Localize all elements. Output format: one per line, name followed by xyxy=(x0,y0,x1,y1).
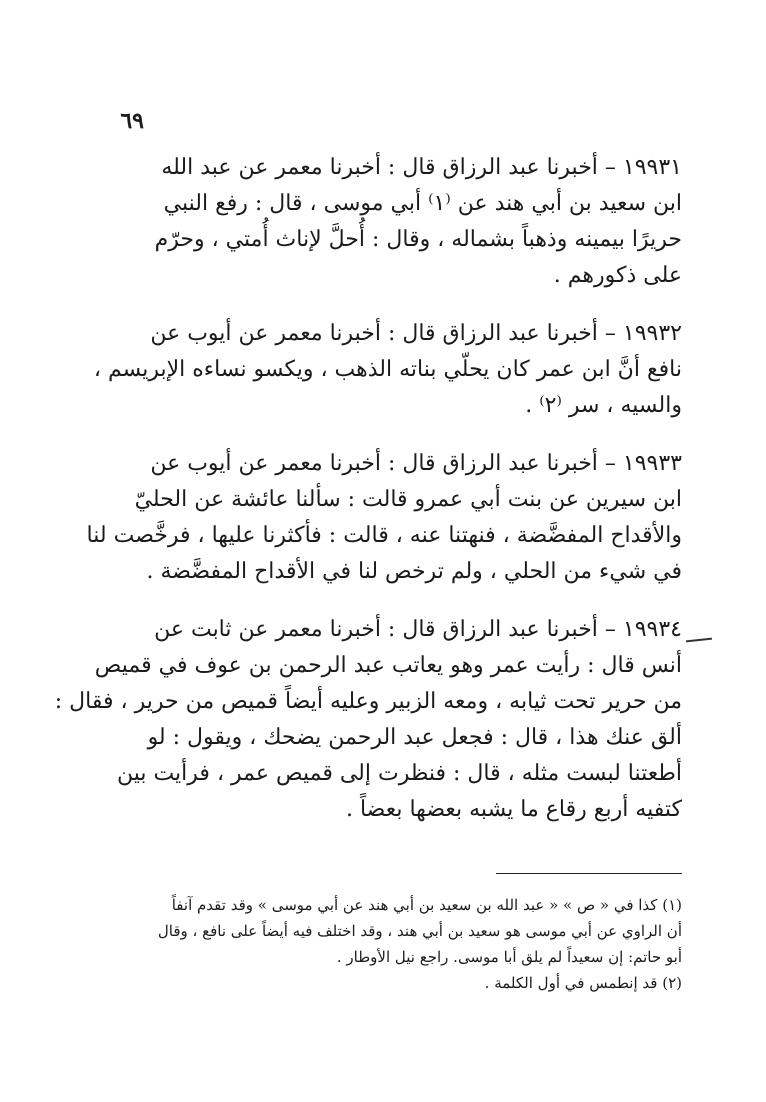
hadith-line: من حرير تحت ثيابه ، ومعه الزبير وعليه أيضاً قميص من حرير ، فقال : xyxy=(54,689,682,714)
footnote-line: (٢) قد إنطمس في أول الكلمة . xyxy=(484,974,682,992)
hadith-line: كتفيه أربع رقاع ما يشبه بعضها بعضاً . xyxy=(345,797,682,822)
main-text xyxy=(54,150,682,850)
footnotes xyxy=(122,892,682,996)
hadith-19934 xyxy=(54,612,682,828)
hadith-line: ١٩٩٣١ – أخبرنا عبد الرزاق قال : أخبرنا معمر عن عبد الله xyxy=(161,155,682,180)
hadith-19932 xyxy=(93,316,682,424)
page-number: ٦٩ xyxy=(120,108,144,134)
footnote-divider xyxy=(496,873,682,874)
hadith-19931 xyxy=(122,150,682,294)
hadith-line: نافع أنَّ ابن عمر كان يحلّي بناته الذهب ، ويكسو نساءه الإبريسم ، xyxy=(93,357,682,382)
footnote-line: (١) كذا في « ص » « عبد الله بن سعيد بن أبي هند عن أبي موسى » وقد تقدم آنفاً xyxy=(171,896,682,914)
hadith-line: حريرًا بيمينه وذهباً بشماله ، وقال : أُحلَّ لإناث أُمتي ، وحرّم xyxy=(154,227,682,252)
hadith-19933 xyxy=(86,446,682,590)
hadith-line: أطعتنا لبست مثله ، قال : فنظرت إلى قميص عمر ، فرأيت بين xyxy=(116,761,682,786)
hadith-line: ابن سعيد بن أبي هند عن ⁽١⁾ أبي موسى ، قال : رفع النبي xyxy=(163,191,682,216)
footnote-line: أن الراوي عن أبي موسى هو سعيد بن أبي هند ، وقد اختلف فيه أيضاً على نافع ، وقال xyxy=(157,922,682,940)
hadith-line: والسيه ، سر ⁽٢⁾ . xyxy=(525,393,682,418)
hadith-line: في شيء من الحلي ، ولم ترخص لنا في الأقداح المفضَّضة . xyxy=(146,559,682,584)
hadith-line: ١٩٩٣٣ – أخبرنا عبد الرزاق قال : أخبرنا معمر عن أيوب عن xyxy=(150,451,682,476)
hadith-line: ١٩٩٣٤ – أخبرنا عبد الرزاق قال : أخبرنا معمر عن ثابت عن xyxy=(154,617,682,642)
hadith-line: ألق عنك هذا ، قال : فجعل عبد الرحمن يضحك ، ويقول : لو xyxy=(147,725,682,750)
hadith-line: على ذكورهم . xyxy=(553,263,682,288)
hadith-line: أنس قال : رأيت عمر وهو يعاتب عبد الرحمن بن عوف في قميص xyxy=(94,653,682,678)
margin-mark xyxy=(686,638,712,643)
hadith-line: والأقداح المفضَّضة ، فنهتنا عنه ، قالت : فأكثرنا عليها ، فرخَّصت لنا xyxy=(86,523,682,548)
footnote-line: أبو حاتم: إن سعيداً لم يلق أبا موسى. راجع نيل الأوطار . xyxy=(336,948,682,966)
hadith-line: ابن سيرين عن بنت أبي عمرو قالت : سألنا عائشة عن الحليّ xyxy=(134,487,682,512)
hadith-line: ١٩٩٣٢ – أخبرنا عبد الرزاق قال : أخبرنا معمر عن أيوب عن xyxy=(150,321,682,346)
